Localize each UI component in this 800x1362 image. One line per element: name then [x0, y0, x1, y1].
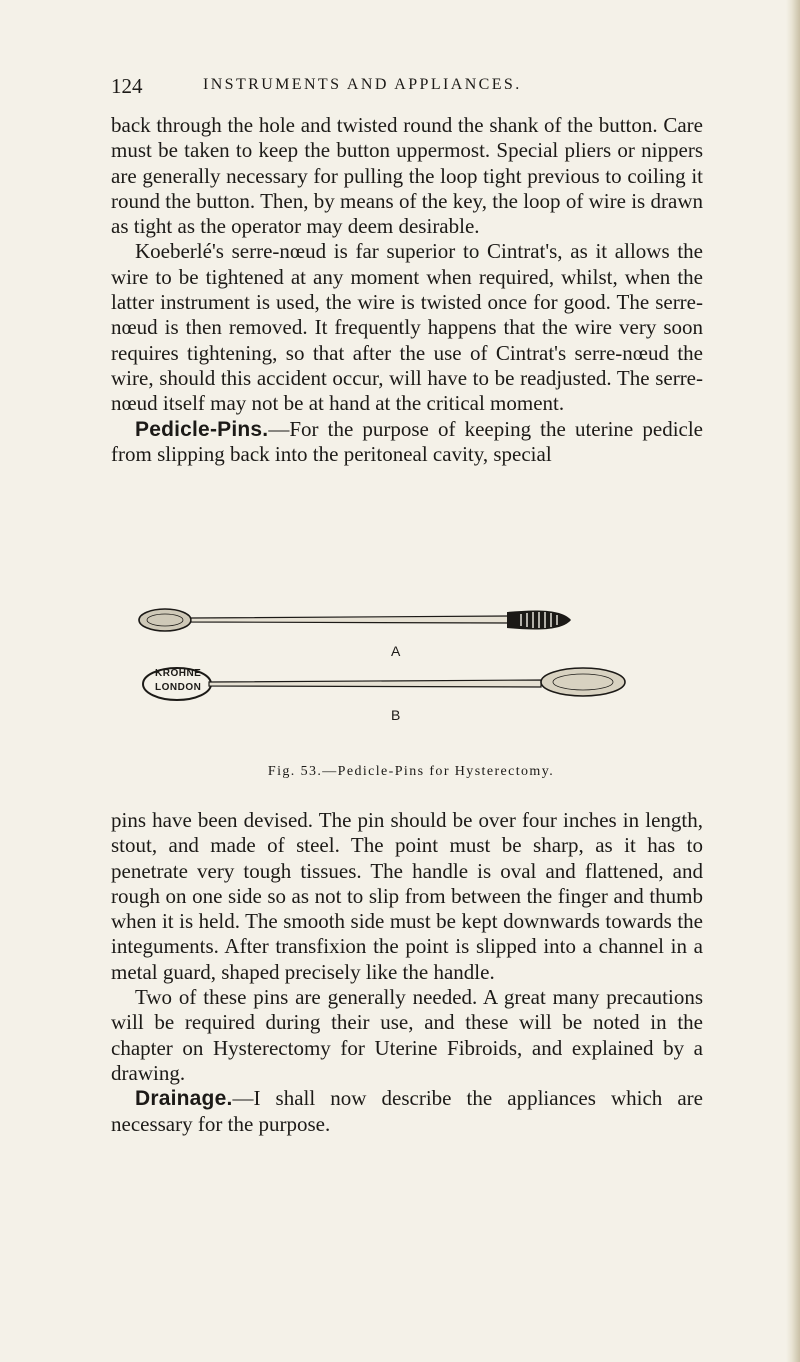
running-title: INSTRUMENTS AND APPLIANCES. — [203, 76, 522, 93]
pin-a — [139, 609, 571, 631]
section-text: —For the purpose of keeping the uterine pedicle from slipping back into the peritoneal cavity, special — [111, 416, 703, 466]
paragraph: Two of these pins are generally needed. A great many precautions will be required during their use, and these will be noted in the chapter on Hysterectomy for Uterine Fibroids, and explained by a drawing. — [111, 985, 703, 1085]
section-heading: Pedicle-Pins. — [135, 417, 269, 441]
stamp-top: KROHNE — [155, 668, 202, 679]
pedicle-pins-illustration — [111, 590, 711, 730]
figure-caption: Fig. 53.—Pedicle-Pins for Hysterectomy. — [267, 764, 555, 779]
pin-b — [143, 668, 625, 700]
page-number: 124 — [111, 74, 143, 98]
section-drainage — [111, 1086, 703, 1137]
stamp-bottom: LONDON — [155, 682, 202, 693]
paragraph: pins have been devised. The pin should be over four inches in length, stout, and made of steel. The point must be sharp, as it has to penetrate very tough tissues. The handle is oval and flattened, and rough on one side so as not to slip from between the finger and thumb when it is held. The smooth side must be kept downwards towards the integuments. After transfixion the point is slipped into a channel in a metal guard, shaped precisely like the handle. — [111, 808, 703, 984]
pin-a-shaft — [191, 616, 511, 623]
section-text: —I shall now describe the appliances which are necessary for the purpose. — [111, 1086, 703, 1136]
text-block-top — [111, 113, 703, 467]
page-edge — [786, 0, 800, 1362]
text-block-bottom — [111, 808, 703, 1137]
figure-53 — [111, 590, 711, 770]
figure-label-b: B — [391, 707, 401, 723]
pin-b-shaft — [209, 680, 541, 687]
paragraph: back through the hole and twisted round the shank of the button. Care must be taken to keep the button uppermost. Special pliers or nippers are generally necessary for pulling the loop tight previous to coiling it round the button. Then, by means of the key, the loop of wire is drawn as tight as the operator may deem desirable. — [111, 113, 703, 239]
section-heading: Drainage. — [135, 1087, 233, 1111]
figure-label-a: A — [391, 643, 401, 659]
running-head — [111, 74, 711, 98]
paragraph: Koeberlé's serre-nœud is far superior to Cintrat's, as it allows the wire to be tightened at any moment when required, whilst, when the latter instrument is used, the wire is twisted once for good. The serre-nœud is then removed. It frequently happens that the wire very soon requires tightening, so that after the use of Cintrat's serre-nœud the wire, should this accident occur, will have to be readjusted. The serre-nœud itself may not be at hand at the critical moment. — [111, 239, 703, 416]
pin-b-guard — [541, 668, 625, 696]
section-pedicle-pins — [111, 417, 703, 468]
